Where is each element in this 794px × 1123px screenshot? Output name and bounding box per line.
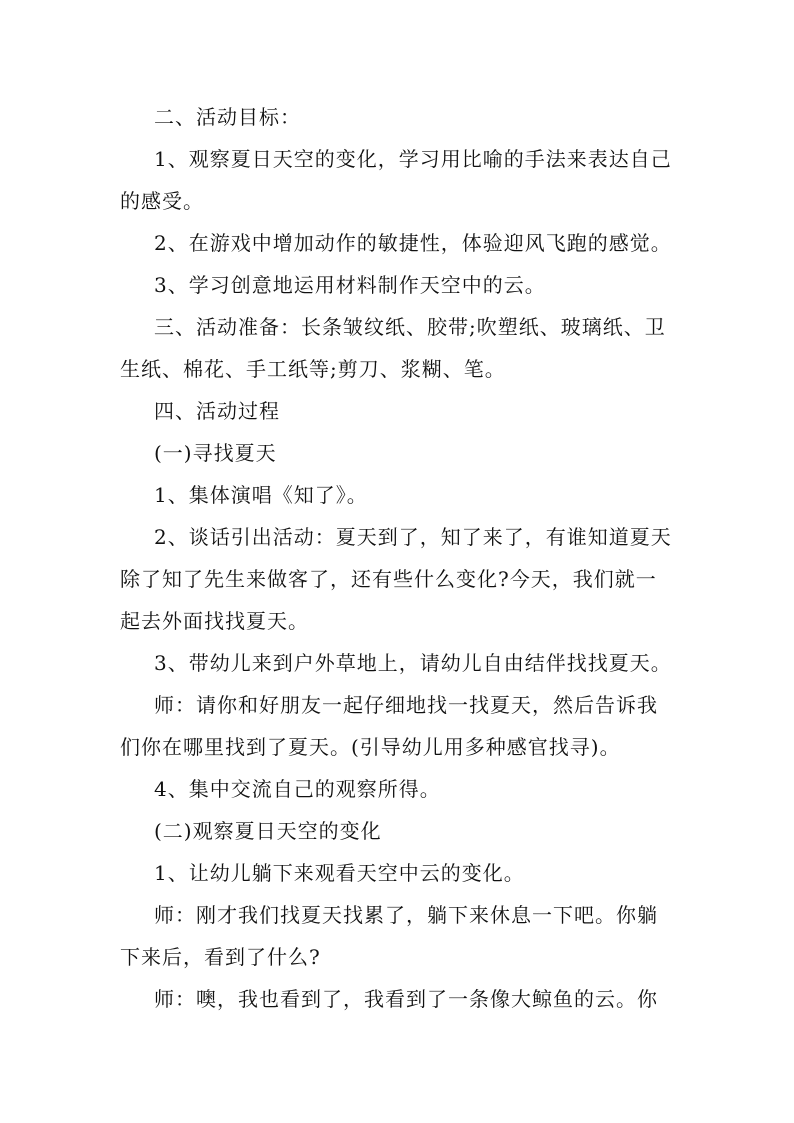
subsection-heading-observe-sky: (二)观察夏日天空的变化 xyxy=(154,819,382,843)
sky-step-1: 1、让幼儿躺下来观看天空中云的变化。 xyxy=(154,861,525,885)
step-2-line-2: 除了知了先生来做客了，还有些什么变化?今天，我们就一 xyxy=(120,567,657,591)
step-3: 3、带幼儿来到户外草地上，请幼儿自由结伴找找夏天。 xyxy=(154,651,672,675)
preparation-line-2: 生纸、棉花、手工纸等;剪刀、浆糊、笔。 xyxy=(120,357,506,381)
step-1-sing: 1、集体演唱《知了》。 xyxy=(154,483,368,507)
teacher-line-1: 师：请你和好朋友一起仔细地找一找夏天，然后告诉我 xyxy=(154,693,658,717)
step-2-line-1: 2、谈话引出活动：夏天到了，知了来了，有谁知道夏天 xyxy=(154,525,672,549)
goal-2: 2、在游戏中增加动作的敏捷性，体验迎风飞跑的感觉。 xyxy=(154,231,672,255)
step-4: 4、集中交流自己的观察所得。 xyxy=(154,777,441,801)
teacher-line-2: 们你在哪里找到了夏天。(引导幼儿用多种感官找寻)。 xyxy=(120,735,621,759)
teacher-whale-line: 师：噢，我也看到了，我看到了一条像大鲸鱼的云。你 xyxy=(154,987,658,1011)
goal-1-line-2: 的感受。 xyxy=(120,189,204,213)
section-heading-preparation: 三、活动准备：长条皱纹纸、胶带;吹塑纸、玻璃纸、卫 xyxy=(154,315,666,339)
goal-3: 3、学习创意地运用材料制作天空中的云。 xyxy=(154,273,546,297)
teacher-rest-line-2: 下来后，看到了什么? xyxy=(120,945,321,969)
goal-1-line-1: 1、观察夏日天空的变化，学习用比喻的手法来表达自己 xyxy=(154,147,672,171)
section-heading-goals: 二、活动目标： xyxy=(154,105,301,129)
subsection-heading-find-summer: (一)寻找夏天 xyxy=(154,441,277,465)
step-2-line-3: 起去外面找找夏天。 xyxy=(120,609,309,633)
section-heading-process: 四、活动过程 xyxy=(154,399,280,423)
teacher-rest-line-1: 师：刚才我们找夏天找累了，躺下来休息一下吧。你躺 xyxy=(154,903,658,927)
